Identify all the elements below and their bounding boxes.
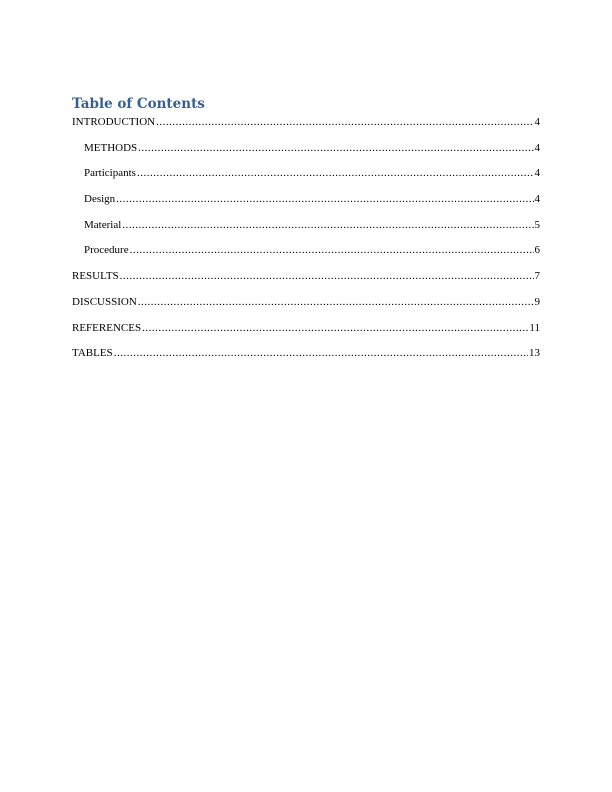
toc-entry-label: REFERENCES [72,321,142,334]
toc-entry-procedure[interactable] [72,244,540,256]
toc-entry-label: INTRODUCTION [72,116,156,128]
dot-leader [138,296,534,308]
toc-entry-page-number: 4 [534,116,540,128]
toc-entry-introduction[interactable] [72,116,540,128]
toc-entry-material[interactable] [72,219,540,231]
dot-leader [156,116,533,128]
toc-entry-participants[interactable] [72,167,540,179]
dot-leader [138,142,533,154]
dot-leader [122,219,533,231]
toc-entry-label: DISCUSSION [72,295,137,308]
dot-leader [142,322,528,334]
toc-title: Table of Contents [72,96,205,112]
dot-leader [120,270,534,282]
toc-entry-design[interactable] [72,193,540,205]
toc-entry-page-number: 4 [534,193,540,206]
toc-entry-page-number: 6 [534,244,540,257]
toc-entry-page-number: 4 [534,141,540,154]
toc-entry-page-number: 11 [529,321,540,334]
dot-leader [130,244,534,256]
toc-entry-page-number: 4 [534,167,540,180]
toc-entry-results[interactable] [72,270,540,282]
toc-entry-references[interactable] [72,322,540,334]
toc-entry-page-number: 5 [534,218,540,231]
toc-entry-label: TABLES [72,347,113,360]
table-of-contents [72,94,540,359]
toc-entry-page-number: 7 [534,270,540,283]
toc-entry-label: Material [84,218,122,231]
toc-list [72,116,540,359]
dot-leader [114,347,528,359]
toc-entry-methods[interactable] [72,142,540,154]
toc-entry-label: METHODS [84,141,138,154]
toc-entry-discussion[interactable] [72,296,540,308]
toc-entry-label: Procedure [84,244,129,257]
toc-entry-tables[interactable] [72,347,540,359]
dot-leader [137,167,534,179]
dot-leader [116,193,533,205]
toc-entry-page-number: 13 [529,347,540,360]
toc-entry-page-number: 9 [534,295,540,308]
toc-entry-label: RESULTS [72,270,119,283]
toc-entry-label: Design [84,193,116,206]
toc-entry-label: Participants [84,167,136,180]
